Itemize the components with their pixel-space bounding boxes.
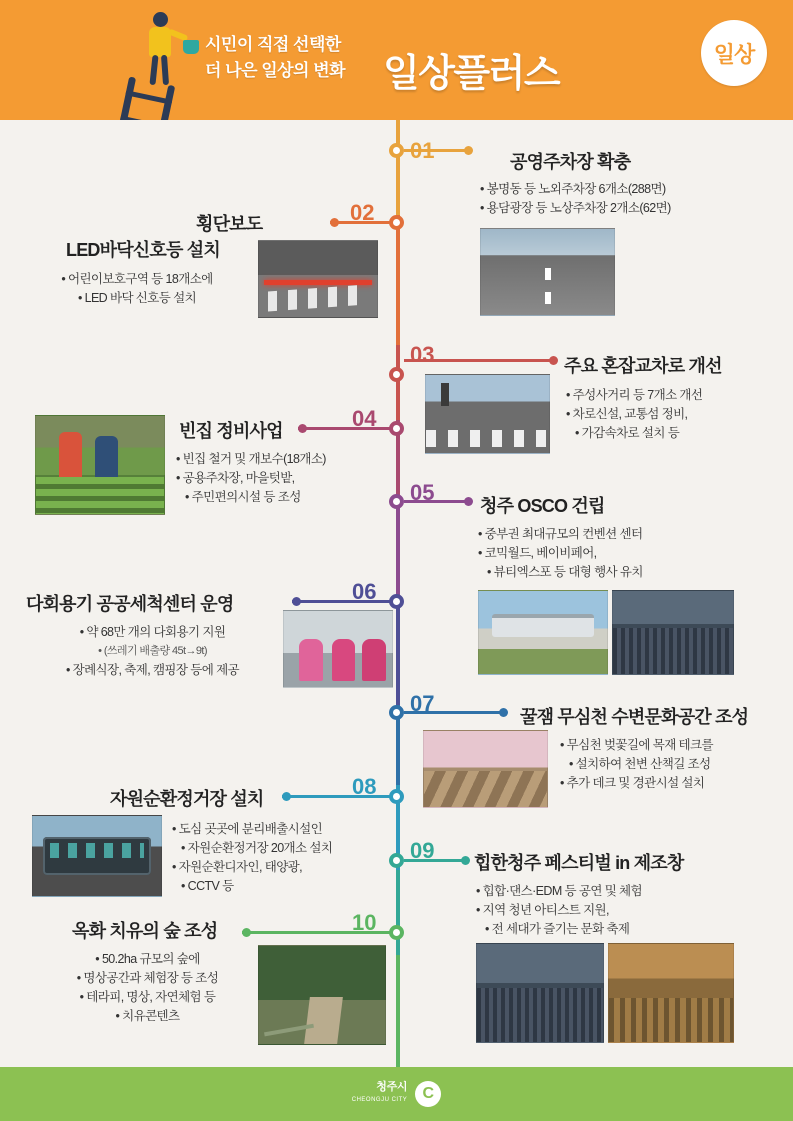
photo-parking-road bbox=[480, 228, 615, 316]
item-bullets-01 bbox=[480, 180, 760, 218]
bullet: • 공용주차장, 마을텃밭, bbox=[176, 469, 396, 488]
item-title-03: 주요 혼잡교차로 개선 bbox=[564, 356, 722, 376]
item-bullets-09 bbox=[476, 882, 756, 939]
item-bullets-03 bbox=[566, 386, 781, 443]
bullet: • 가감속차로 설치 등 bbox=[566, 424, 781, 443]
footer-city-ko: 청주시 bbox=[376, 1081, 408, 1093]
bullet: • LED 바닥 신호등 설치 bbox=[22, 289, 252, 308]
bullet: • 50.2ha 규모의 숲에 bbox=[40, 950, 255, 969]
timeline-node-03[interactable] bbox=[389, 367, 404, 382]
item-title-08: 자원순환정거장 설치 bbox=[110, 789, 264, 809]
photo-recycle-station bbox=[32, 815, 162, 897]
timeline-node-01[interactable] bbox=[389, 143, 404, 158]
bullet: • 추가 데크 및 경관시설 설치 bbox=[560, 774, 785, 793]
item-title-01: 공영주차장 확충 bbox=[510, 152, 631, 172]
bullet: • 빈집 철거 및 개보수(18개소) bbox=[176, 450, 396, 469]
timeline-node-02[interactable] bbox=[389, 215, 404, 230]
photo-led-crosswalk bbox=[258, 240, 378, 318]
bullet: • 코믹월드, 베이비페어, bbox=[478, 544, 758, 563]
item-title-06: 다회용기 공공세척센터 운영 bbox=[26, 594, 234, 614]
page-footer bbox=[0, 1067, 793, 1121]
bullet: • 장례식장, 축제, 캠핑장 등에 제공 bbox=[20, 661, 285, 680]
city-logo-icon: C bbox=[415, 1081, 441, 1107]
timeline-node-07[interactable] bbox=[389, 705, 404, 720]
bullet: • CCTV 등 bbox=[172, 877, 397, 896]
bullet: • 도심 곳곳에 분리배출시설인 bbox=[172, 820, 397, 839]
bullet: • 테라피, 명상, 자연체험 등 bbox=[40, 988, 255, 1007]
bullet: • 중부권 최대규모의 컨벤션 센터 bbox=[478, 525, 758, 544]
bullet: • 지역 청년 아티스트 지원, bbox=[476, 901, 756, 920]
bullet: • 힙합·댄스·EDM 등 공연 및 체험 bbox=[476, 882, 756, 901]
photo-factory-stage bbox=[608, 943, 734, 1043]
timeline-node-09[interactable] bbox=[389, 853, 404, 868]
item-bullets-07 bbox=[560, 736, 785, 793]
bullet: • 주성사거리 등 7개소 개선 bbox=[566, 386, 781, 405]
bullet: • 어린이보호구역 등 18개소에 bbox=[22, 270, 252, 289]
timeline-node-08[interactable] bbox=[389, 789, 404, 804]
photo-osco-event bbox=[612, 590, 734, 675]
timeline-node-04[interactable] bbox=[389, 421, 404, 436]
page-header bbox=[0, 0, 793, 120]
item-bullets-06 bbox=[20, 623, 285, 680]
photo-musimcheon-deck bbox=[423, 730, 548, 808]
item-bullets-04 bbox=[176, 450, 396, 507]
photo-festival-crowd bbox=[476, 943, 604, 1043]
person-illustration bbox=[135, 10, 195, 90]
timeline-node-10[interactable] bbox=[389, 925, 404, 940]
bullet: • 약 68만 개의 다회용기 지원 bbox=[20, 623, 285, 642]
bullet: • 설치하여 천변 산책길 조성 bbox=[560, 755, 785, 774]
item-title-05: 청주 OSCO 건립 bbox=[480, 496, 605, 516]
timeline-number-07: 07 bbox=[410, 691, 435, 716]
header-subtitle-line2: 더 나은 일상의 변화 bbox=[205, 61, 346, 80]
photo-wash-center bbox=[283, 610, 393, 688]
bullet: • 용담광장 등 노상주차장 2개소(62면) bbox=[480, 199, 760, 218]
item-bullets-02 bbox=[22, 270, 252, 308]
photo-village-garden bbox=[35, 415, 165, 515]
timeline-number-01: 01 bbox=[410, 138, 435, 163]
timeline-number-06: 06 bbox=[352, 579, 377, 604]
timeline-node-06[interactable] bbox=[389, 594, 404, 609]
item-bullets-10 bbox=[40, 950, 255, 1026]
bullet: • 뷰티엑스포 등 대형 행사 유치 bbox=[478, 563, 758, 582]
bullet: • 치유콘텐츠 bbox=[40, 1007, 255, 1026]
connector-06 bbox=[292, 600, 392, 603]
bullet: • 명상공간과 체험장 등 조성 bbox=[40, 969, 255, 988]
bullet: • 자원순환디자인, 태양광, bbox=[172, 858, 397, 877]
timeline-number-09: 09 bbox=[410, 838, 435, 863]
header-subtitle-line1: 시민이 직접 선택한 bbox=[205, 35, 341, 54]
bullet: • 전 세대가 즐기는 문화 축제 bbox=[476, 920, 756, 939]
item-bullets-08 bbox=[172, 820, 397, 896]
photo-junction bbox=[425, 374, 550, 454]
brand-logo-text: 일상 bbox=[713, 41, 755, 67]
bullet: • 자원순환정거장 20개소 설치 bbox=[172, 839, 397, 858]
brand-logo bbox=[701, 20, 767, 86]
footer-city bbox=[352, 1081, 408, 1107]
photo-osco-exterior bbox=[478, 590, 608, 675]
item-title-10: 옥화 치유의 숲 조성 bbox=[72, 921, 218, 941]
item-title-07: 꿀잼 무심천 수변문화공간 조성 bbox=[520, 707, 749, 727]
timeline-node-05[interactable] bbox=[389, 494, 404, 509]
bullet: • (쓰레기 배출량 45t→9t) bbox=[20, 642, 285, 661]
header-subtitle bbox=[205, 32, 345, 84]
photo-healing-forest bbox=[258, 945, 386, 1045]
timeline-number-04: 04 bbox=[352, 406, 377, 431]
bullet: • 무심천 벚꽃길에 목재 테크를 bbox=[560, 736, 785, 755]
item-title-02-line2: LED바닥신호등 설치 bbox=[66, 240, 220, 260]
page-title: 일상플러스 bbox=[383, 53, 560, 95]
timeline-number-10: 10 bbox=[352, 910, 377, 935]
bullet: • 봉명동 등 노외주차장 6개소(288면) bbox=[480, 180, 760, 199]
bullet: • 주민편의시설 등 조성 bbox=[176, 488, 396, 507]
bullet: • 차로신설, 교통섬 정비, bbox=[566, 405, 781, 424]
footer-city-en: CHEONGJU CITY bbox=[351, 1097, 408, 1103]
timeline-number-02: 02 bbox=[350, 200, 375, 225]
timeline-number-03: 03 bbox=[410, 342, 435, 367]
item-bullets-05 bbox=[478, 525, 758, 582]
item-title-04: 빈집 정비사업 bbox=[179, 421, 283, 441]
item-title-09: 힙한청주 페스티벌 in 제조창 bbox=[474, 853, 684, 873]
timeline-number-08: 08 bbox=[352, 774, 377, 799]
timeline-number-05: 05 bbox=[410, 480, 435, 505]
connector-04 bbox=[298, 427, 392, 430]
item-title-02-line1: 횡단보도 bbox=[196, 214, 263, 234]
